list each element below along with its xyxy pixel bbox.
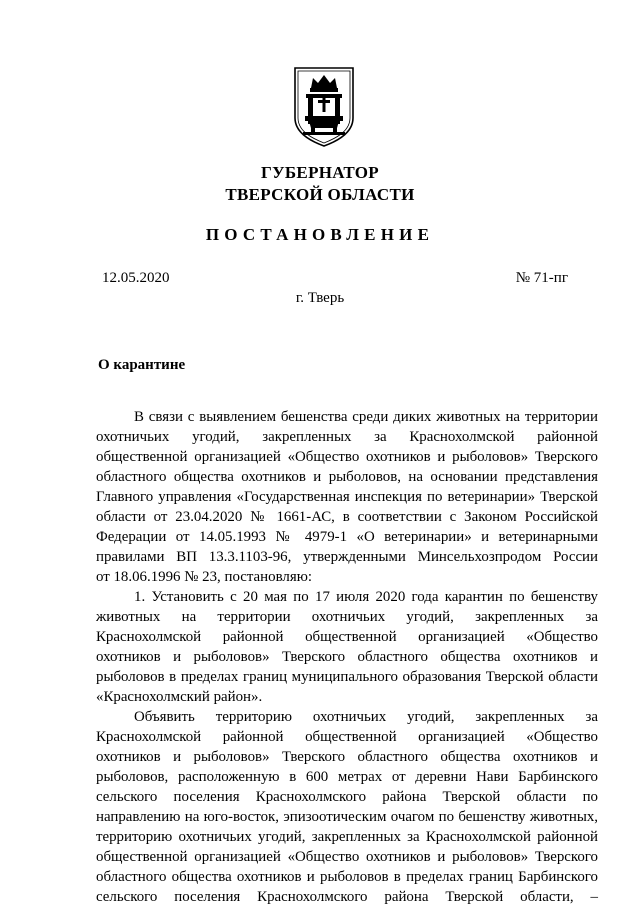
document-date: 12.05.2020 (102, 270, 170, 286)
text-line: территорию охотничьих угодий, закрепленных за Краснохолмской районной (96, 829, 598, 845)
text-line: области от 23.04.2020 № 1661-АС, в соответствии с Законом Российской (96, 509, 598, 525)
text-line: направлению на юго-восток, эпизоотическим очагом по бешенству животных, (96, 809, 598, 825)
text-line: В связи с выявлением бешенства среди диких животных на территории (134, 409, 598, 425)
paragraph-preamble (96, 407, 598, 587)
text-line: правилами ВП 13.3.1103-96, утвержденными Минсельхозпродом России (96, 549, 598, 565)
document-subject: О карантине (98, 357, 186, 373)
text-line: «Краснохолмский район». (96, 689, 263, 705)
issuer-region: ТВЕРСКОЙ ОБЛАСТИ (225, 185, 415, 204)
text-line: областного общества охотников и рыболовов, на основании представления (96, 469, 598, 485)
paragraph-item-1 (96, 587, 598, 707)
paragraph-declare (96, 707, 598, 907)
text-line: областного общества охотников и рыболовов в пределах границ Барбинского (96, 869, 598, 885)
text-line: Краснохолмской районной общественной организацией «Общество (96, 629, 598, 645)
document-type: ПОСТАНОВЛЕНИЕ (205, 225, 435, 244)
document-city: г. Тверь (295, 290, 345, 306)
text-line: охотников и рыболовов» Тверского областного общества охотников и (96, 749, 598, 765)
text-line: 1. Установить с 20 мая по 17 июля 2020 года карантин по бешенству (134, 589, 598, 605)
text-line: Объявить территорию охотничьих угодий, закрепленных за (134, 709, 598, 725)
text-line: Главного управления «Государственная инспекция по ветеринарии» Тверской (96, 489, 598, 505)
text-line: Краснохолмской районной общественной организацией «Общество (96, 729, 598, 745)
text-line: сельского поселения Краснохолмского района Тверской области по (96, 789, 598, 805)
document-number: № 71-пг (515, 270, 568, 286)
text-line: общественной организацией «Общество охотников и рыболовов» Тверского (96, 849, 598, 865)
text-line: Федерации от 14.05.1993 № 4979-1 «О ветеринарии» и ветеринарными (96, 529, 598, 545)
issuer-title: ГУБЕРНАТОР (261, 163, 379, 182)
text-line: охотников и рыболовов» Тверского областного общества охотников и (96, 649, 598, 665)
text-line: общественной организацией «Общество охотников и рыболовов» Тверского (96, 449, 598, 465)
text-line: от 18.06.1996 № 23, постановляю: (96, 569, 312, 585)
text-line: охотничьих угодий, закрепленных за Краснохолмской районной (96, 429, 598, 445)
coat-of-arms-icon (291, 66, 357, 148)
text-line: животных на территории охотничьих угодий, закрепленных за (96, 609, 598, 625)
text-line: рыболовов в пределах границ муниципального образования Тверской области (96, 669, 598, 685)
text-line: сельского поселения Краснохолмского района Тверской области, – (96, 889, 598, 905)
text-line: рыболовов, расположенную в 600 метрах от деревни Нави Барбинского (96, 769, 598, 785)
